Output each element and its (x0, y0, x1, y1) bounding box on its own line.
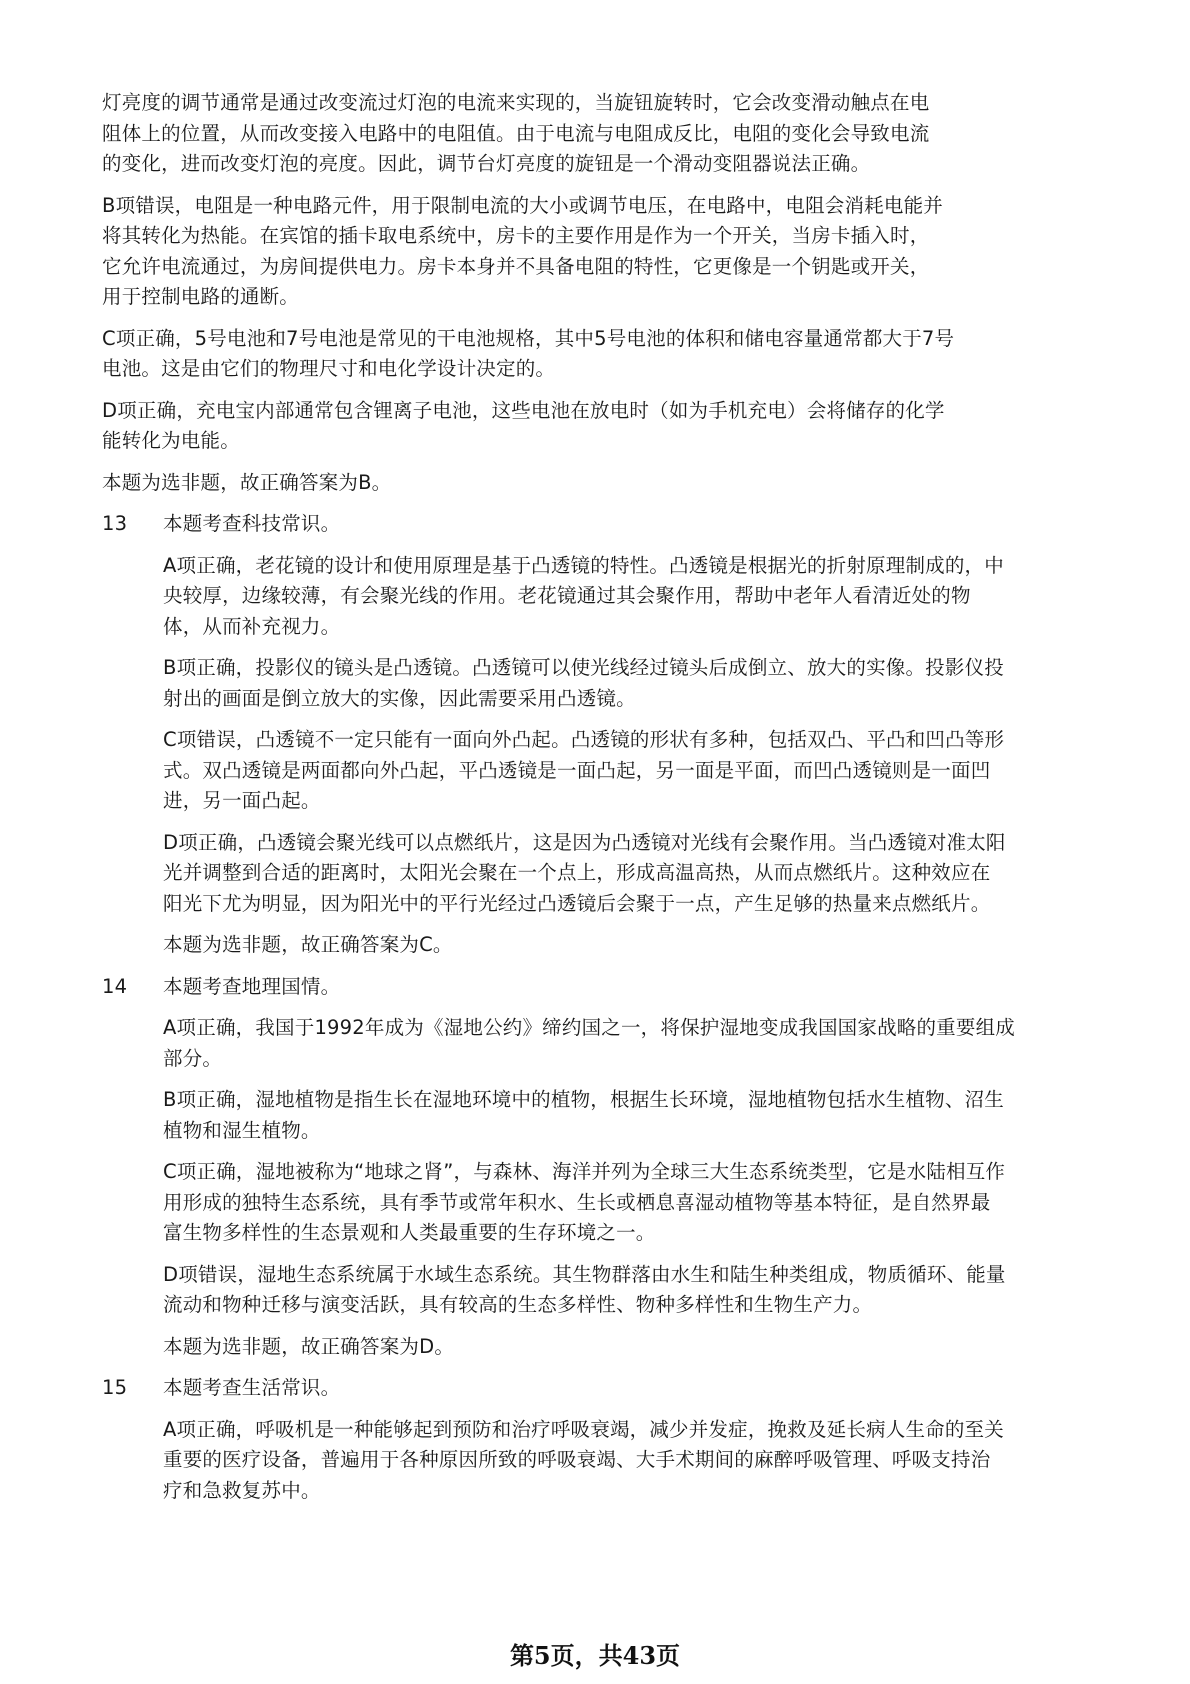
text-line: D项正确，凸透镜会聚光线可以点燃纸片，这是因为凸透镜对光线有会聚作用。当凸透镜对准太阳 (163, 830, 1006, 854)
document-body (102, 88, 1092, 1506)
q14-option-a (102, 1013, 1092, 1074)
q13-option-a (102, 551, 1092, 643)
q13-answer (102, 930, 1092, 961)
text-line: D项正确，充电宝内部通常包含锂离子电池，这些电池在放电时（如为手机充电）会将储存的化学 (102, 398, 945, 422)
question-number: 14 (102, 974, 128, 998)
q15-option-a (102, 1415, 1092, 1507)
text-line: B项正确，湿地植物是指生长在湿地环境中的植物，根据生长环境，湿地植物包括水生植物、沼生 (163, 1088, 1004, 1111)
question-title: 本题考查生活常识。 (163, 1376, 341, 1399)
text-line: A项正确，呼吸机是一种能够起到预防和治疗呼吸衰竭，减少并发症，挽救及延长病人生命的至关 (163, 1417, 1004, 1441)
text-line: 射出的画面是倒立放大的实像，因此需要采用凸透镜。 (163, 686, 636, 710)
text-line: 本题为选非题，故正确答案为D。 (163, 1334, 455, 1358)
intro-paragraph-option-b (102, 191, 1092, 313)
intro-paragraph-option-d (102, 396, 1092, 457)
text-line: B项正确，投影仪的镜头是凸透镜。凸透镜可以使光线经过镜头后成倒立、放大的实像。投影仪投 (163, 656, 1004, 679)
text-line: 阻体上的位置，从而改变接入电路中的电阻值。由于电流与电阻成反比，电阻的变化会导致电流 (102, 121, 930, 145)
text-line: 阳光下尤为明显，因为阳光中的平行光经过凸透镜后会聚于一点，产生足够的热量来点燃纸片。 (163, 891, 991, 915)
text-line: 光并调整到合适的距离时，太阳光会聚在一个点上，形成高温高热，从而点燃纸片。这种效应在 (163, 861, 991, 884)
text-line: B项错误，电阻是一种电路元件，用于限制电流的大小或调节电压，在电路中，电阻会消耗电能并 (102, 193, 943, 217)
question-title: 本题考查科技常识。 (163, 512, 341, 535)
page-number-footer: 第5页，共43页 (509, 1641, 681, 1670)
intro-paragraph-lamp (102, 88, 1092, 180)
text-line: C项正确，湿地被称为“地球之肾”，与森林、海洋并列为全球三大生态系统类型，它是水陆相互作 (163, 1160, 1006, 1183)
text-line: 用于控制电路的通断。 (102, 285, 300, 308)
question-number: 15 (102, 1376, 128, 1399)
text-line: 央较厚，边缘较薄，有会聚光线的作用。老花镜通过其会聚作用，帮助中老年人看清近处的物 (163, 584, 971, 607)
text-line: 它允许电流通过，为房间提供电力。房卡本身并不具备电阻的特性，它更像是一个钥匙或开关， (102, 254, 930, 278)
q13-option-c (102, 725, 1092, 817)
q14-option-b (102, 1085, 1092, 1146)
text-line: 电池。这是由它们的物理尺寸和电化学设计决定的。 (102, 357, 556, 380)
text-line: 用形成的独特生态系统，具有季节或常年积水、生长或栖息喜湿动植物等基本特征，是自然界最 (163, 1190, 991, 1214)
question-15-header (102, 1373, 1092, 1404)
text-line: 重要的医疗设备，普遍用于各种原因所致的呼吸衰竭、大手术期间的麻醉呼吸管理、呼吸支持治 (163, 1448, 991, 1471)
question-13-header (102, 509, 1092, 540)
text-line: 式。双凸透镜是两面都向外凸起，平凸透镜是一面凸起，另一面是平面，而凹凸透镜则是一面凹 (163, 758, 991, 782)
text-line: 将其转化为热能。在宾馆的插卡取电系统中，房卡的主要作用是作为一个开关，当房卡插入时， (102, 224, 930, 247)
intro-answer (102, 468, 1092, 499)
text-line: 本题为选非题，故正确答案为B。 (102, 470, 392, 494)
text-line: 疗和急救复苏中。 (163, 1478, 321, 1502)
q14-option-d (102, 1260, 1092, 1321)
text-line: 体，从而补充视力。 (163, 614, 341, 638)
text-line: 富生物多样性的生态景观和人类最重要的生存环境之一。 (163, 1221, 656, 1244)
text-line: 植物和湿生植物。 (163, 1118, 321, 1142)
question-number: 13 (102, 512, 128, 535)
text-line: A项正确，老花镜的设计和使用原理是基于凸透镜的特性。凸透镜是根据光的折射原理制成的，中 (163, 553, 1004, 577)
q13-option-d (102, 828, 1092, 920)
text-line: 流动和物种迁移与演变活跃，具有较高的生态多样性、物种多样性和生物生产力。 (163, 1293, 873, 1316)
text-line: 的变化，进而改变灯泡的亮度。因此，调节台灯亮度的旋钮是一个滑动变阻器说法正确。 (102, 152, 871, 175)
q13-option-b (102, 653, 1092, 714)
text-line: 本题为选非题，故正确答案为C。 (163, 933, 453, 956)
question-title: 本题考查地理国情。 (163, 974, 341, 998)
intro-paragraph-option-c (102, 324, 1092, 385)
text-line: 灯亮度的调节通常是通过改变流过灯泡的电流来实现的，当旋钮旋转时，它会改变滑动触点在电 (102, 91, 930, 114)
text-line: A项正确，我国于1992年成为《湿地公约》缔约国之一，将保护湿地变成我国国家战略的重要组成 (163, 1016, 1015, 1039)
q14-option-c (102, 1157, 1092, 1249)
text-line: D项错误，湿地生态系统属于水域生态系统。其生物群落由水生和陆生种类组成，物质循环、能量 (163, 1262, 1006, 1286)
question-14-header (102, 972, 1092, 1003)
q14-answer (102, 1332, 1092, 1363)
text-line: 能转化为电能。 (102, 429, 240, 452)
text-line: 进，另一面凸起。 (163, 789, 321, 812)
text-line: C项正确，5号电池和7号电池是常见的干电池规格，其中5号电池的体积和储电容量通常都大于7号 (102, 326, 955, 350)
text-line: C项错误，凸透镜不一定只能有一面向外凸起。凸透镜的形状有多种，包括双凸、平凸和凹凸等形 (163, 728, 1005, 751)
text-line: 部分。 (163, 1046, 223, 1070)
